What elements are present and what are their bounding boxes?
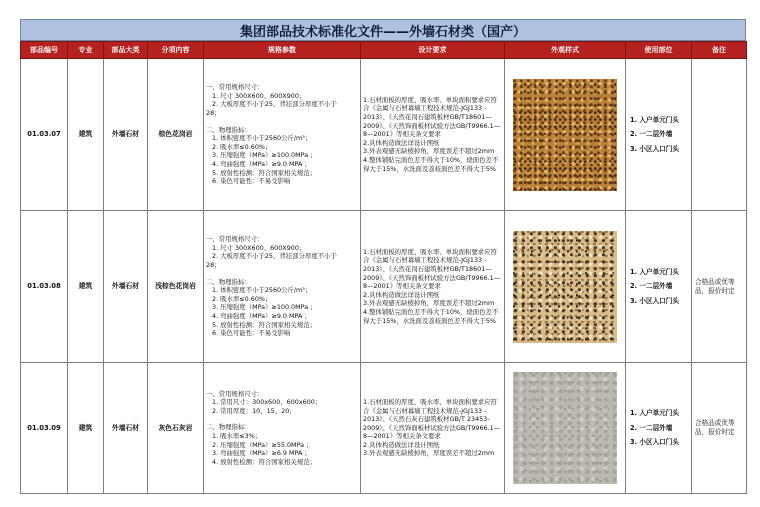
- row-spec: [204, 211, 361, 363]
- table-header-row: [21, 42, 747, 59]
- row-position: [626, 363, 692, 494]
- design-line: 2.具体构造做法详设计图纸: [363, 440, 440, 449]
- row-appearance: [505, 59, 626, 211]
- stone-sample-image: [513, 79, 617, 191]
- table-row: [21, 211, 747, 363]
- header-appearance: 外观样式: [505, 42, 626, 59]
- spec-heading: 一、常用规格尺寸：: [206, 235, 264, 244]
- design-line: 2.具体构造做法详设计图纸: [363, 138, 440, 147]
- design-line: 4.整体铺贴完面色差不得大于10%，烧面色差不得大于15%，水洗面及荔枝面色差不得大于5%: [363, 307, 499, 325]
- header-design: 设计要求: [361, 42, 505, 59]
- position-item: 2. 一二层外墙: [630, 423, 673, 432]
- spec-line: 2. 常用厚度：10、15、20；: [212, 406, 296, 415]
- row-item: 浅棕色花岗岩: [148, 211, 204, 363]
- spec-heading: 二、物理指标：: [206, 277, 251, 286]
- row-position: [626, 59, 692, 211]
- position-item: 3. 小区入口门头: [630, 296, 679, 305]
- row-discipline: 建筑: [68, 59, 104, 211]
- position-item: 3. 小区入口门头: [630, 438, 679, 447]
- row-category: 外墙石材: [104, 59, 148, 211]
- spec-line: 1. 尺寸 300X600、600X900；: [212, 243, 306, 252]
- position-item: 2. 一二层外墙: [630, 282, 673, 291]
- design-line: 1.石材面板的厚度、吸水率、单块面积要求应符合《金属与石材幕墙工程技术规范-JGJ133 - 2013》、《天然石灰石建筑板材GB/T 23453-2009》、《天然饰面板材试验方法GB/T9966.1—8—2001》等相关条文要求: [363, 397, 501, 441]
- spec-line: 28；: [206, 261, 221, 270]
- position-item: 1. 入户单元门头: [630, 409, 679, 418]
- row-category: 外墙石材: [104, 363, 148, 494]
- row-item: 灰色石灰岩: [148, 363, 204, 494]
- document-title: 集团部品技术标准化文件——外墙石材类（国产）: [20, 19, 746, 41]
- spec-line: 2. 大板厚度不小于25、背挂部分厚度不小于: [212, 100, 337, 109]
- header-category: 部品大类: [104, 42, 148, 59]
- row-note: 合格品或优等品，报价时定: [692, 363, 747, 494]
- spec-line: 28；: [206, 109, 221, 118]
- spec-line: 1. 体积密度不小于2560公斤/m³；: [212, 134, 312, 143]
- header-code: 部品编号: [21, 42, 68, 59]
- stone-sample-image: [513, 372, 617, 484]
- row-appearance: [505, 211, 626, 363]
- spec-line: 1. 尺寸 300X600、600X900；: [212, 91, 306, 100]
- design-line: 3.外表观感无缺棱掉角，厚度误差不超过2mm: [363, 147, 495, 156]
- row-design: [361, 59, 505, 211]
- row-position: [626, 211, 692, 363]
- spec-line: 6. 染色可能性：不易受影响: [212, 177, 291, 186]
- position-item: 1. 入户单元门头: [630, 115, 679, 124]
- table-row: [21, 59, 747, 211]
- design-line: 1.石材面板的厚度、吸水率、单块面积要求应符合《金属与石材幕墙工程技术规范-JGJ133 - 2013》、《天然花岗石建筑板材GB/T18601—2009》、《天然饰面板材试验方法GB/T9966.1—8—2001》等相关条文要求: [363, 247, 501, 291]
- spec-line: 2. 大板厚度不小于25、背挂部分厚度不小于: [212, 252, 337, 261]
- row-design: [361, 363, 505, 494]
- row-item: 棕色花岗岩: [148, 59, 204, 211]
- spec-line: 6. 染色可能性：不易受影响: [212, 329, 291, 338]
- row-note: 合格品或优等品，报价时定: [692, 211, 747, 363]
- row-code: 01.03.07: [21, 59, 68, 211]
- table-row: [21, 363, 747, 494]
- row-spec: [204, 363, 361, 494]
- design-line: 3.外表观感无缺棱掉角，厚度误差不超过2mm: [363, 449, 495, 458]
- document-sheet: [20, 19, 746, 494]
- spec-heading: 二、物理指标：: [206, 125, 251, 134]
- stone-sample-image: [513, 231, 617, 343]
- design-line: 3.外表观感无缺棱掉角，厚度误差不超过2mm: [363, 299, 495, 308]
- row-appearance: [505, 363, 626, 494]
- design-line: 2.具体构造做法详设计图纸: [363, 290, 440, 299]
- header-discipline: 专业: [68, 42, 104, 59]
- row-discipline: 建筑: [68, 211, 104, 363]
- spec-line: 1. 吸水率≤3%；: [212, 432, 262, 440]
- row-discipline: 建筑: [68, 363, 104, 494]
- row-spec: [204, 59, 361, 211]
- spec-line: 3. 压缩强度（MPa）≥100.0MPa ；: [212, 303, 317, 312]
- spec-line: 4. 放射性检测：符合国家相关规范；: [212, 457, 316, 466]
- header-position: 使用部位: [626, 42, 692, 59]
- position-item: 3. 小区入口门头: [630, 144, 679, 153]
- spec-line: 5. 放射性检测：符合国家相关规范；: [212, 168, 316, 177]
- row-category: 外墙石材: [104, 211, 148, 363]
- header-item: 分项内容: [148, 42, 204, 59]
- header-note: 备注: [692, 42, 747, 59]
- spec-line: 3. 压缩强度（MPa）≥100.0MPa ；: [212, 151, 317, 160]
- row-code: 01.03.08: [21, 211, 68, 363]
- row-note: [692, 59, 747, 211]
- spec-heading: 一、常用规格尺寸：: [206, 389, 264, 398]
- spec-line: 2. 吸水率≤0.60%；: [212, 294, 272, 303]
- spec-line: 3. 弯曲强度（MPa）≥6.9 MPA ；: [212, 449, 311, 458]
- spec-line: 2. 吸水率≤0.60%；: [212, 142, 272, 151]
- spec-table: [20, 41, 747, 494]
- spec-line: 1. 体积密度不小于2560公斤/m³；: [212, 286, 312, 295]
- design-line: 1.石材面板的厚度、吸水率、单块面积要求应符合《金属与石材幕墙工程技术规范-JGJ133 - 2013》、《天然花岗石建筑板材GB/T18601—2009》、《天然饰面板材试验方法GB/T9966.1—8—2001》等相关条文要求: [363, 95, 501, 139]
- design-line: 4.整体铺贴完面色差不得大于10%，烧面色差不得大于15%，水洗面及荔枝面色差不得大于5%: [363, 155, 499, 173]
- spec-line: 5. 放射性检测：符合国家相关规范；: [212, 320, 316, 329]
- position-item: 1. 入户单元门头: [630, 267, 679, 276]
- spec-line: 4. 弯曲强度（MPa）≥9.0 MPA ；: [212, 159, 311, 168]
- spec-line: 4. 弯曲强度（MPa）≥9.0 MPA ；: [212, 311, 311, 320]
- spec-line: 1. 常用尺寸：300x600、600x600；: [212, 398, 322, 407]
- spec-line: 2. 压缩强度（MPa）≥55.0MPa ；: [212, 440, 313, 449]
- row-code: 01.03.09: [21, 363, 68, 494]
- row-design: [361, 211, 505, 363]
- header-spec: 规格参数: [204, 42, 361, 59]
- spec-heading: 一、常用规格尺寸：: [206, 83, 264, 92]
- spec-heading: 二、物理指标：: [206, 423, 251, 432]
- position-item: 2. 一二层外墙: [630, 130, 673, 139]
